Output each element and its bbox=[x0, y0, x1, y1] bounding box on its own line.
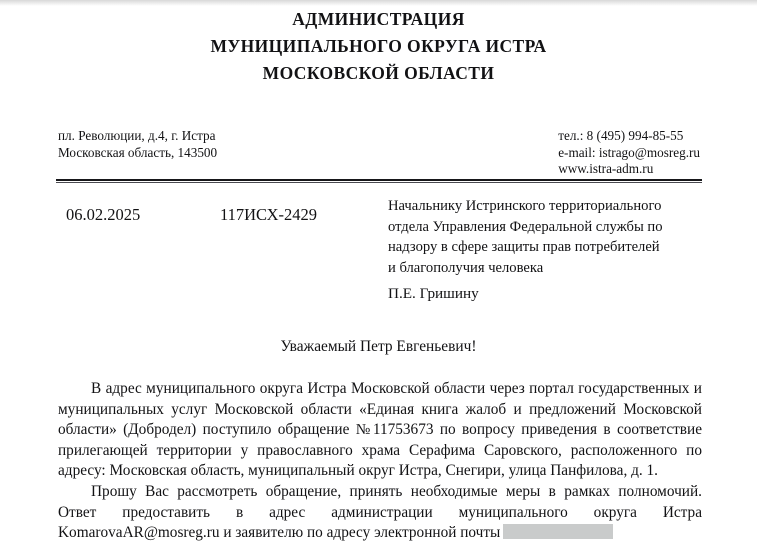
organization-address bbox=[58, 128, 217, 161]
addressee-line-1: Начальнику Истринского территориального bbox=[388, 198, 662, 214]
addressee-block bbox=[388, 196, 703, 278]
divider-bar-thin bbox=[56, 182, 702, 183]
document-number: 117ИСХ-2429 bbox=[220, 205, 318, 224]
body-paragraph-2 bbox=[58, 482, 702, 544]
salutation: Уважаемый Петр Евгеньевич! bbox=[280, 338, 477, 355]
organization-phone: тел.: 8 (495) 994-85-55 bbox=[558, 128, 684, 143]
letterhead bbox=[0, 6, 757, 87]
document-date: 06.02.2025 bbox=[66, 205, 141, 224]
addressee-line-2: отдела Управления Федеральной службы по bbox=[388, 218, 663, 235]
organization-email: e-mail: istrago@mosreg.ru bbox=[558, 144, 700, 160]
contact-band bbox=[58, 128, 700, 176]
letterhead-line-3: МОСКОВСКОЙ ОБЛАСТИ bbox=[262, 63, 495, 83]
letter-body bbox=[58, 379, 702, 544]
organization-address-line-1: пл. Революции, д.4, г. Истра bbox=[58, 128, 216, 143]
addressee-line-4: и благополучия человека bbox=[388, 259, 544, 276]
organization-contacts bbox=[558, 128, 700, 178]
letterhead-line-2: МУНИЦИПАЛЬНОГО ОКРУГА ИСТРА bbox=[210, 36, 547, 56]
organization-website: www.istra-adm.ru bbox=[558, 161, 654, 176]
redacted-email-block bbox=[503, 524, 613, 539]
body-paragraph-1: В адрес муниципального округа Истра Московской области через портал государственных и муниципальных услуг Московской области «Единая книга жалоб и предложений Московской области» (Добродел) поступило обращение №11753673 по вопросу приведения в соответствие прилегающей территории у православного храма Серафима Саровского, расположенного по адресу: Московская область, муниципальный округ Истра, Снегири, улица Панфилова, д. 1. bbox=[58, 380, 702, 480]
letterhead-line-1: АДМИНИСТРАЦИЯ bbox=[292, 9, 465, 29]
addressee-line-3: надзору в сфере защиты прав потребителей bbox=[388, 239, 660, 255]
reference-row bbox=[58, 205, 388, 231]
letterhead-divider bbox=[56, 179, 702, 183]
body-paragraph-2-text: Прошу Вас рассмотреть обращение, принять необходимые меры в рамках полномочий. Ответ предоставить в адрес администрации муниципального округа Истра KomarovaAR@mosreg.ru и заявителю по адресу электронной почты bbox=[58, 482, 702, 542]
addressee-name: П.Е. Гришину bbox=[388, 285, 479, 302]
organization-address-line-2: Московская область, 143500 bbox=[58, 144, 218, 160]
